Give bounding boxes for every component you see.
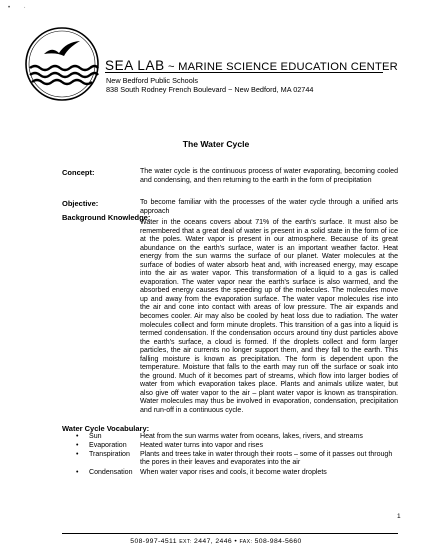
vocab-definition: Heated water turns into vapor and rises xyxy=(140,442,263,449)
footer-contact xyxy=(0,538,432,545)
vocab-term: Evaporation xyxy=(89,442,127,449)
footer-ext: 2447, 2446 xyxy=(194,538,233,545)
vocab-definition: When water vapor rises and cools, it become water droplets xyxy=(140,469,327,476)
footer-fax: 508-984-5660 xyxy=(254,538,302,545)
footer-phone: 508-997-4511 xyxy=(130,538,177,545)
background-text: Water in the oceans covers about 71% of the earth's surface. It must also be remembered that a great deal of water is present in a solid state in the form of ice at the poles. Water vapor is present in our atmosphere. Because of its great abundance on the earth's surface, water is an important weather factor. Heat energy from the sun warms the surface of our planet. Water molecules at the surface of bodies of water absorb heat and, with increased energy, may escape into the air as water vapor. This transformation of a liquid to a gas is called evaporation. The water vapor near the earth's surface is also warmed, and the absorbed energy causes the speeding up of the molecules. The molecules move up and away from the evaporation surface. The water vapor molecules rise into the air and cone into contact with areas of low pressure. The air expands and becomes cooler. Air may also be cooled by heat loss due to radiation. The water molecules collect and form minute droplets. This transition of a gas into a liquid is termed condensation. If the condensation occurs around tiny dust particles above the earth's surface, a cloud is formed. If the droplets collect and form larger particles, the air currents no longer support them, and they fall to the earth. This falling moisture is known as precipitation. The form is dependent upon the temperature. Moisture that falls to the earth may run off the surface or soak into the ground. Much of it becomes part of streams, which flow into larger bodies of water from which evaporation takes place. Plants and animals utilize water, but also give off water vapor to the air – plant water vapor is known as transpiration. Water molecules may thus be involved in evaporation, condensation, precipitation and run-off in a continuous cycle. xyxy=(140,219,398,415)
page-number: 1 xyxy=(397,513,401,520)
scan-specks: • · xyxy=(8,5,32,11)
concept-text: The water cycle is the continuous process of water evaporating, becoming cooled and condensing, and then returning to the earth in the form of precipitation xyxy=(140,168,398,184)
vocab-definition: Plants and trees take in water through their roots – some of it passes out through the pores in their leaves and evaporates into the air xyxy=(140,451,393,467)
vocab-definition: Heat from the sun warms water from oceans, lakes, rivers, and streams xyxy=(140,433,363,440)
org-tagline: ~ MARINE SCIENCE EDUCATION CENTER xyxy=(164,61,398,73)
bullet: • xyxy=(76,451,79,458)
vocab-term: Sun xyxy=(89,433,102,440)
vocab-term: Transpiration xyxy=(89,451,130,458)
background-label: Background Knowledge: xyxy=(62,213,151,222)
footer-ext-label: EXT: xyxy=(179,539,192,545)
footer-divider xyxy=(62,533,398,534)
school-name: New Bedford Public Schools xyxy=(106,76,199,85)
objective-text: To become familiar with the processes of the water cycle through a unified arts approach xyxy=(140,199,398,215)
concept-label: Concept: xyxy=(62,168,95,177)
org-title xyxy=(105,58,398,73)
vocab-term: Condensation xyxy=(89,469,133,476)
bullet: • xyxy=(76,442,79,449)
org-name: SEA LAB xyxy=(105,58,165,73)
vocabulary-title: Water Cycle Vocabulary: xyxy=(62,424,150,433)
header-divider xyxy=(105,72,383,73)
objective-label: Objective: xyxy=(62,199,99,208)
sea-lab-logo xyxy=(22,24,102,104)
footer-fax-label: FAX: xyxy=(239,539,253,545)
bullet: • xyxy=(76,469,79,476)
footer-bullet: • xyxy=(234,538,238,545)
document-title: The Water Cycle xyxy=(182,139,250,149)
bullet: • xyxy=(76,433,79,440)
school-address: 838 South Rodney French Boulevard ~ New Bedford, MA 02744 xyxy=(106,85,314,94)
